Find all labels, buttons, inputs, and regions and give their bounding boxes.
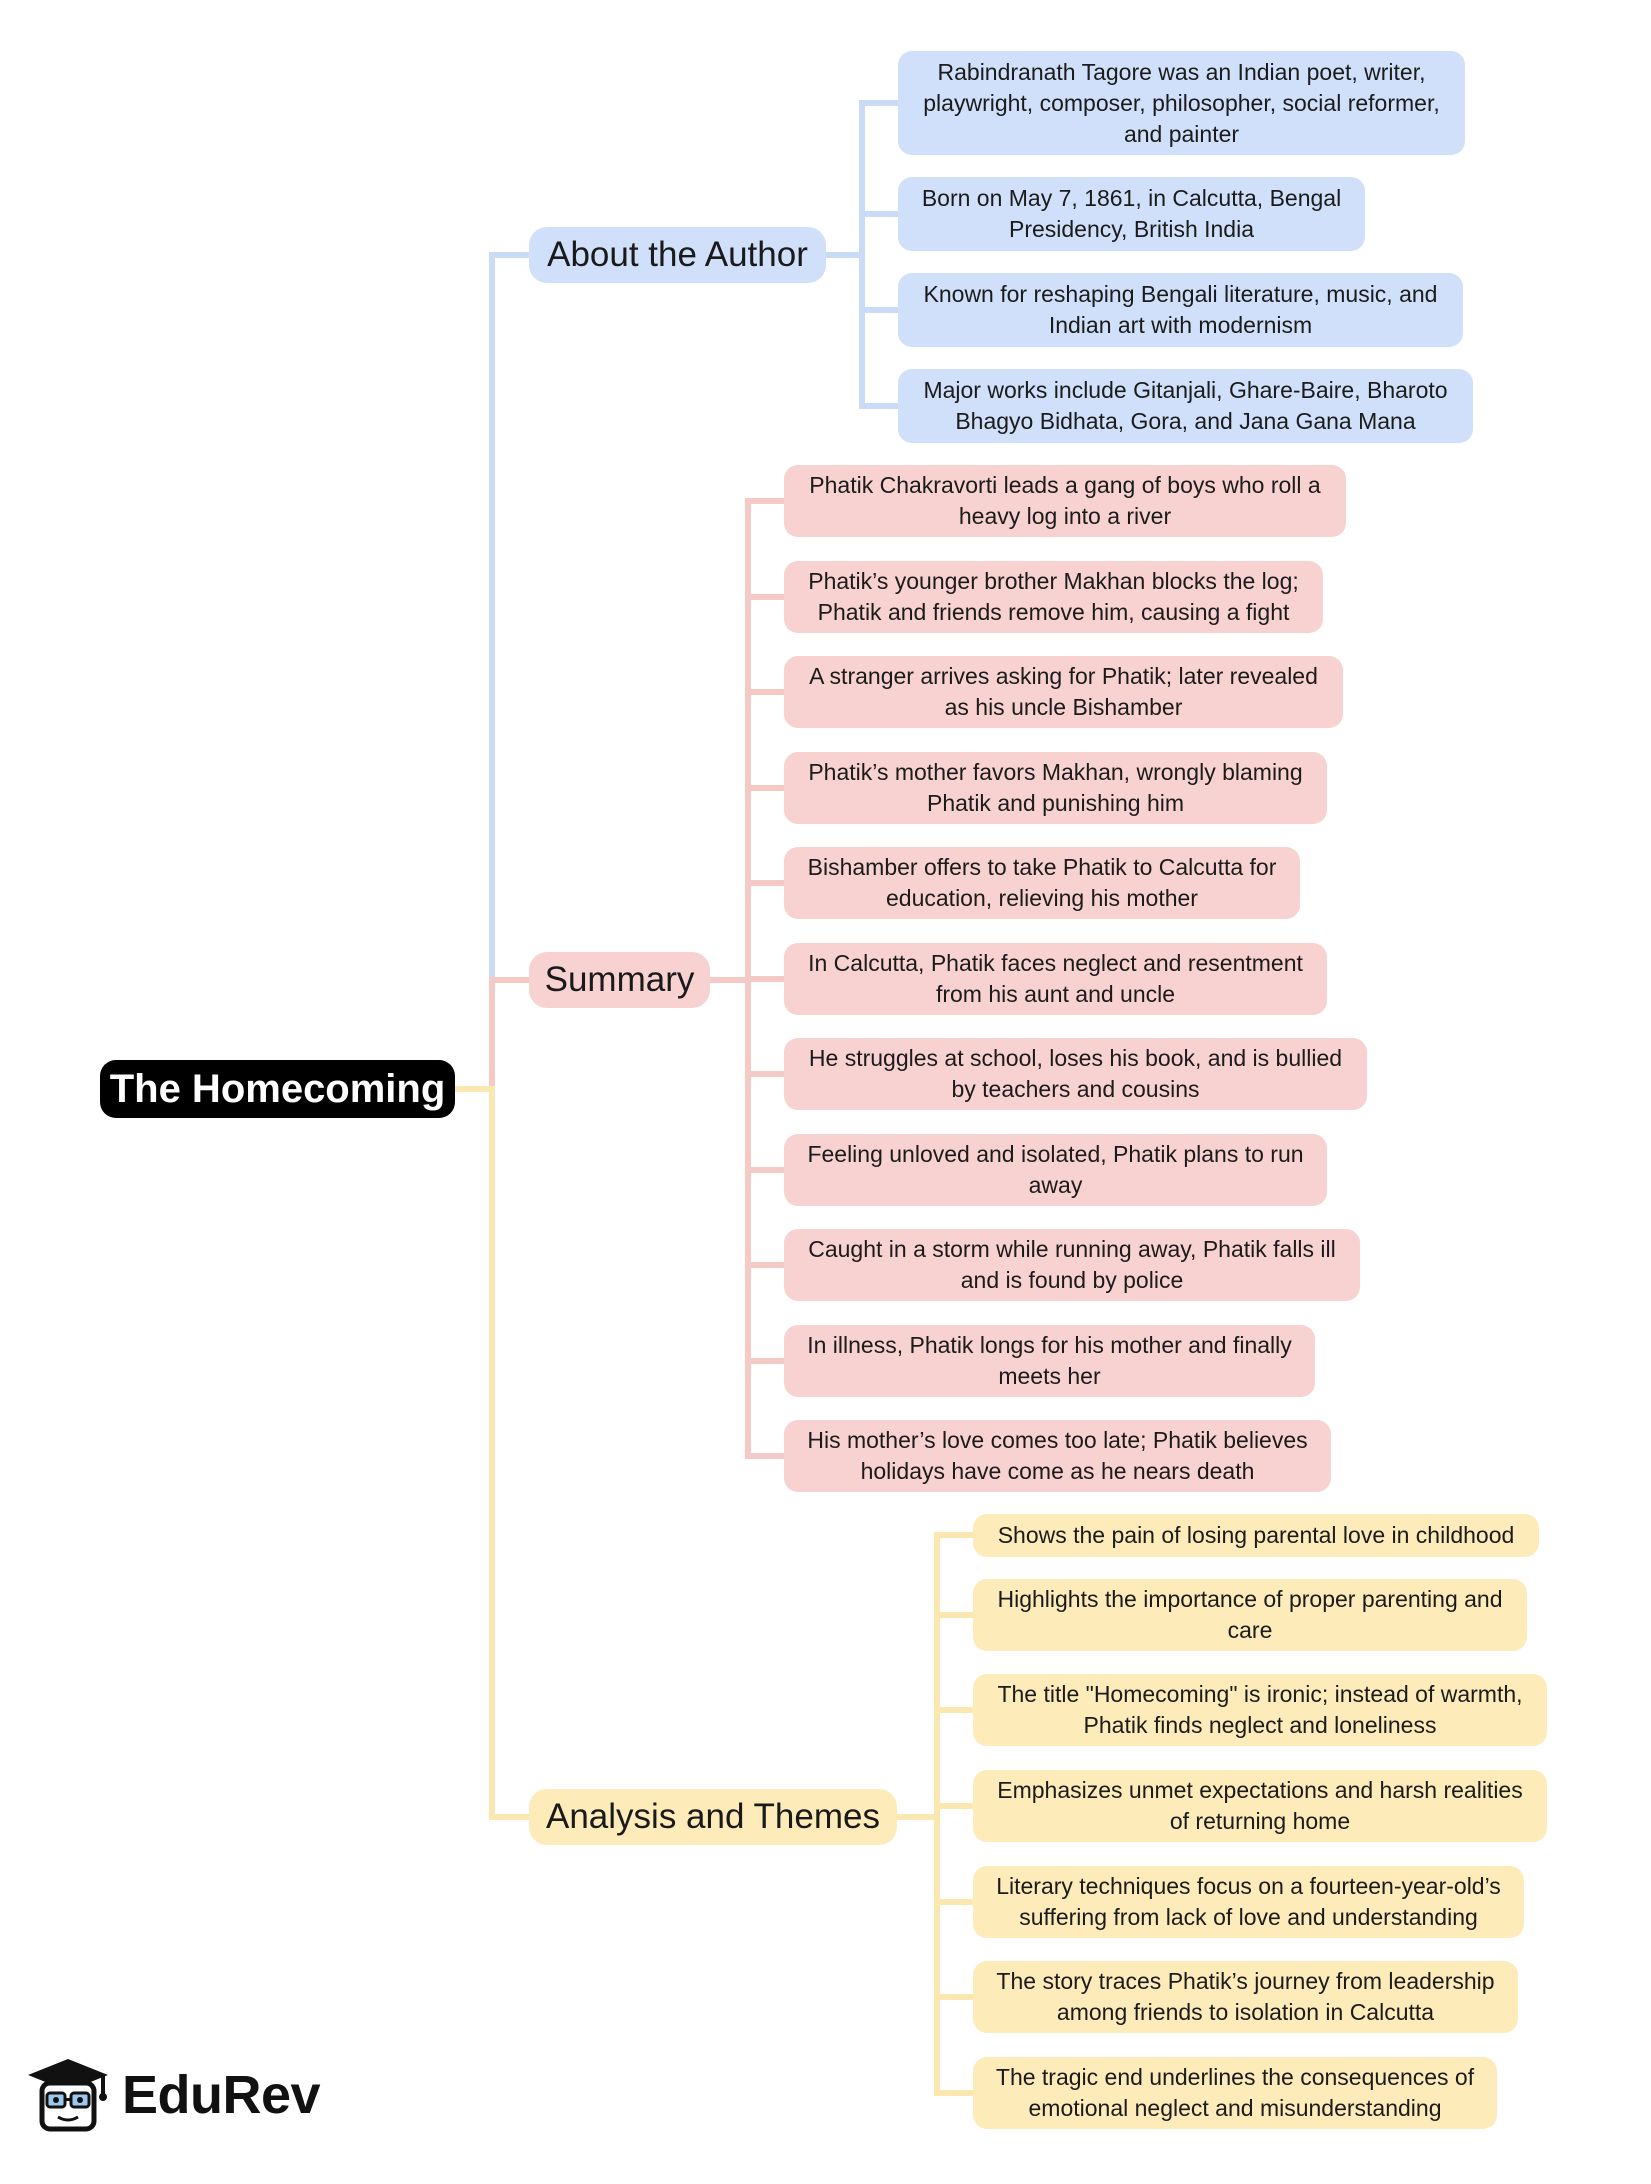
leaf-text: Caught in a storm while running away, Phatik falls ill and is found by police <box>808 1236 1336 1293</box>
branch-label: Analysis and Themes <box>546 1797 880 1836</box>
leaf-text: Phatik’s mother favors Makhan, wrongly blaming Phatik and punishing him <box>808 759 1303 816</box>
leaf-text: Phatik’s younger brother Makhan blocks the log; Phatik and friends remove him, causing a fight <box>808 568 1299 625</box>
branch-summary[interactable] <box>529 952 710 1008</box>
analysis-item-6[interactable] <box>973 1961 1518 2033</box>
root-label: The Homecoming <box>109 1066 446 1111</box>
leaf-text: Known for reshaping Bengali literature, music, and Indian art with modernism <box>923 281 1438 338</box>
summary-item-7[interactable] <box>784 1038 1367 1110</box>
graduation-cap-mascot-icon <box>22 2055 114 2135</box>
leaf-text: In illness, Phatik longs for his mother and finally meets her <box>807 1332 1292 1389</box>
branch-label: Summary <box>544 960 695 999</box>
summary-item-1[interactable] <box>784 465 1346 537</box>
summary-item-11[interactable] <box>784 1420 1331 1492</box>
analysis-item-3[interactable] <box>973 1674 1547 1746</box>
summary-item-4[interactable] <box>784 752 1327 824</box>
leaf-text: Highlights the importance of proper parenting and care <box>997 1586 1503 1643</box>
analysis-item-1[interactable] <box>973 1514 1539 1557</box>
leaf-text: His mother’s love comes too late; Phatik believes holidays have come as he nears death <box>807 1427 1308 1484</box>
leaf-text: He struggles at school, loses his book, and is bullied by teachers and cousins <box>808 1045 1343 1102</box>
leaf-text: The title "Homecoming" is ironic; instead of warmth, Phatik finds neglect and loneliness <box>997 1681 1523 1738</box>
edurev-logo <box>22 2055 320 2135</box>
leaf-text: Phatik Chakravorti leads a gang of boys who roll a heavy log into a river <box>809 472 1321 529</box>
leaf-text: Shows the pain of losing parental love in childhood <box>997 1522 1515 1548</box>
about-item-2[interactable] <box>898 177 1365 251</box>
about-item-1[interactable] <box>898 51 1465 155</box>
branch-label: About the Author <box>547 235 808 274</box>
leaf-text: In Calcutta, Phatik faces neglect and resentment from his aunt and uncle <box>808 950 1303 1007</box>
leaf-text: A stranger arrives asking for Phatik; later revealed as his uncle Bishamber <box>809 663 1318 720</box>
root-node[interactable] <box>100 1060 455 1118</box>
leaf-text: Born on May 7, 1861, in Calcutta, Bengal Presidency, British India <box>921 185 1342 242</box>
about-item-3[interactable] <box>898 273 1463 347</box>
about-item-4[interactable] <box>898 369 1473 443</box>
leaf-text: Feeling unloved and isolated, Phatik plans to run away <box>807 1141 1304 1198</box>
leaf-text: The tragic end underlines the consequences of emotional neglect and misunderstanding <box>995 2064 1475 2121</box>
leaf-text: Literary techniques focus on a fourteen-year-old’s suffering from lack of love and understanding <box>996 1873 1501 1930</box>
brand-name: EduRev <box>122 2065 321 2125</box>
leaf-text: Major works include Gitanjali, Ghare-Baire, Bharoto Bhagyo Bidhata, Gora, and Jana Gana Mana <box>923 377 1448 434</box>
leaf-text: The story traces Phatik’s journey from leadership among friends to isolation in Calcutta <box>996 1968 1495 2025</box>
summary-item-8[interactable] <box>784 1134 1327 1206</box>
leaf-text: Emphasizes unmet expectations and harsh realities of returning home <box>997 1777 1523 1834</box>
summary-item-9[interactable] <box>784 1229 1360 1301</box>
analysis-item-4[interactable] <box>973 1770 1547 1842</box>
summary-item-6[interactable] <box>784 943 1327 1015</box>
analysis-item-5[interactable] <box>973 1866 1524 1938</box>
summary-item-3[interactable] <box>784 656 1343 728</box>
analysis-item-2[interactable] <box>973 1579 1527 1651</box>
summary-item-2[interactable] <box>784 561 1323 633</box>
summary-item-10[interactable] <box>784 1325 1315 1397</box>
leaf-text: Bishamber offers to take Phatik to Calcutta for education, relieving his mother <box>807 854 1277 911</box>
branch-analysis-and-themes[interactable] <box>529 1789 897 1845</box>
leaf-text: Rabindranath Tagore was an Indian poet, writer, playwright, composer, philosopher, social reformer, and painter <box>923 58 1440 147</box>
analysis-item-7[interactable] <box>973 2057 1497 2129</box>
summary-item-5[interactable] <box>784 847 1300 919</box>
branch-about-the-author[interactable] <box>529 227 826 283</box>
